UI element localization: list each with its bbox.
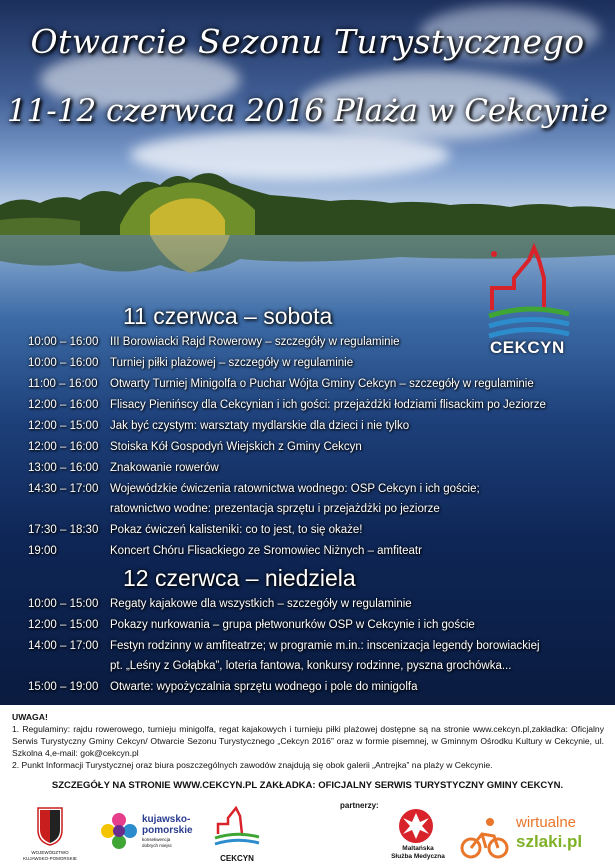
event-desc: Pokazy nurkowania – grupa płetwonurków OSP w Cekcynie i ich goście bbox=[110, 619, 475, 631]
partner-voivodeship bbox=[20, 806, 80, 864]
event-row bbox=[28, 681, 417, 693]
event-desc: Znakowanie rowerów bbox=[110, 462, 219, 474]
event-desc: Turniej piłki plażowej – szczegóły w regulaminie bbox=[110, 357, 354, 369]
event-time: 15:00 – 19:00 bbox=[28, 681, 99, 693]
tree-line bbox=[0, 165, 615, 235]
partner-cekcyn bbox=[212, 806, 262, 864]
partner-maltanska bbox=[378, 808, 458, 864]
partner-kujawsko-pomorskie bbox=[100, 810, 210, 860]
event-desc: Stoiska Kół Gospodyń Wiejskich z Gminy Cekcyn bbox=[110, 441, 362, 453]
partner-kp-name2: pomorskie bbox=[142, 825, 193, 836]
event-time: 12:00 – 15:00 bbox=[28, 619, 99, 631]
event-desc: Wojewódzkie ćwiczenia ratownictwa wodnego: OSP Cekcyn i ich goście; bbox=[110, 483, 480, 495]
event-time: 13:00 – 16:00 bbox=[28, 462, 99, 474]
event-row bbox=[28, 441, 362, 453]
details-line: SZCZEGÓŁY NA STRONIE WWW.CEKCYN.PL ZAKŁADKA: OFICJALNY SERWIS TURYSTYCZNY GMINY CEKCYN. bbox=[51, 780, 564, 791]
event-desc: Koncert Chóru Flisackiego ze Sromowiec Niżnych – amfiteatr bbox=[110, 545, 422, 557]
event-row bbox=[28, 378, 534, 390]
event-time: 12:00 – 16:00 bbox=[28, 441, 99, 453]
cekcyn-logo-text: CEKCYN bbox=[490, 338, 565, 357]
event-row bbox=[28, 357, 353, 369]
note-item: 1. Regulaminy: rajdu rowerowego, turnieju minigolfa, regat kajakowych i turnieju piłki plażowej dostępne są na stronie www.cekcyn.pl,zakładka: Oficjalny Serwis Turystyczny Gminy Cekcyn/ Otwarcie Sezonu Turystycznego „Cekcyn 2016” oraz w formie pisemnej, w Gminnym Ośrodku Kultury w Cekcynie, ul. Szkolna 4,e-mail: gok@cekcyn.pl bbox=[12, 724, 604, 758]
event-continuation: ratownictwo wodne: prezentacja sprzętu i przejażdżki po jeziorze bbox=[110, 503, 440, 515]
notes-heading: UWAGA! bbox=[12, 712, 48, 722]
event-row bbox=[28, 399, 546, 411]
note-item: 2. Punkt Informacji Turystycznej oraz biura poszczególnych zawodów znajdują się obok galerii „Antrejka” na plaży w Cekcynie. bbox=[12, 760, 493, 770]
partner-malt-name2: Służba Medyczna bbox=[391, 853, 445, 860]
event-row bbox=[28, 640, 540, 652]
event-desc: Festyn rodzinny w amfiteatrze; w programie m.in.: inscenizacja legendy borowiackiej bbox=[110, 640, 540, 652]
partner-cekcyn-name: CEKCYN bbox=[220, 854, 254, 863]
day1-heading: 11 czerwca – sobota bbox=[123, 303, 333, 329]
event-row bbox=[28, 598, 412, 610]
partners-label: partnerzy: bbox=[340, 801, 379, 810]
event-time: 17:30 – 18:30 bbox=[28, 524, 99, 536]
event-row bbox=[28, 545, 422, 557]
event-row bbox=[28, 336, 400, 348]
event-desc: III Borowiacki Rajd Rowerowy – szczegóły w regulaminie bbox=[110, 336, 400, 348]
event-desc: Pokaz ćwiczeń kalisteniki: co to jest, to się okaże! bbox=[110, 524, 363, 536]
flower-logo-icon bbox=[100, 812, 138, 850]
partner-kp-tagline: konsekwencja dobrych miejsc bbox=[142, 837, 173, 848]
event-row bbox=[28, 483, 480, 495]
event-time: 14:00 – 17:00 bbox=[28, 640, 99, 652]
event-row bbox=[28, 420, 409, 432]
page-title: Otwarcie Sezonu Turystycznego bbox=[30, 22, 585, 61]
day2-heading: 12 czerwca – niedziela bbox=[123, 565, 356, 591]
event-continuation: pt. „Leśny z Gołąbka”, loteria fantowa, konkursy rodzinne, pyszna grochówka... bbox=[110, 660, 512, 672]
partner-wirt-name2: szlaki.pl bbox=[516, 832, 583, 851]
event-row bbox=[28, 462, 219, 474]
cyclist-icon bbox=[460, 816, 510, 860]
event-time: 12:00 – 16:00 bbox=[28, 399, 99, 411]
event-desc: Otwarte: wypożyczalnia sprzętu wodnego i pole do minigolfa bbox=[110, 681, 418, 693]
partner-malt-name1: Maltańska bbox=[402, 845, 434, 852]
partner-wirtualne-szlaki bbox=[460, 810, 610, 864]
event-time: 19:00 bbox=[28, 545, 57, 557]
event-desc: Flisacy Pienińscy dla Cekcynian i ich gości: przejażdżki łodziami flisackim po Jeziorze bbox=[110, 399, 546, 411]
event-row bbox=[28, 524, 362, 536]
event-time: 10:00 – 16:00 bbox=[28, 336, 99, 348]
event-date-location: 11-12 czerwca 2016 Plaża w Cekcynie bbox=[6, 93, 609, 129]
partner-wirt-name1: wirtualne bbox=[516, 814, 577, 831]
event-time: 11:00 – 16:00 bbox=[28, 378, 98, 390]
partner-voivodeship-name: WOJEWÓDZTWO KUJAWSKO-POMORSKIE bbox=[23, 850, 77, 861]
event-time: 12:00 – 15:00 bbox=[28, 420, 99, 432]
event-desc: Otwarty Turniej Minigolfa o Puchar Wójta Gminy Cekcyn – szczegóły w regulaminie bbox=[110, 378, 534, 390]
event-row bbox=[28, 619, 475, 631]
event-desc: Regaty kajakowe dla wszystkich – szczegóły w regulaminie bbox=[110, 598, 412, 610]
maltese-cross-icon bbox=[398, 808, 434, 844]
notes-section bbox=[12, 711, 604, 771]
cekcyn-small-logo-icon bbox=[212, 806, 262, 850]
event-time: 14:30 – 17:00 bbox=[28, 483, 99, 495]
coat-of-arms-icon bbox=[20, 806, 80, 846]
partner-kp-name1: kujawsko- bbox=[142, 814, 191, 825]
event-time: 10:00 – 16:00 bbox=[28, 357, 99, 369]
event-time: 10:00 – 15:00 bbox=[28, 598, 99, 610]
event-desc: Jak być czystym: warsztaty mydlarskie dla dzieci i nie tylko bbox=[110, 420, 410, 432]
